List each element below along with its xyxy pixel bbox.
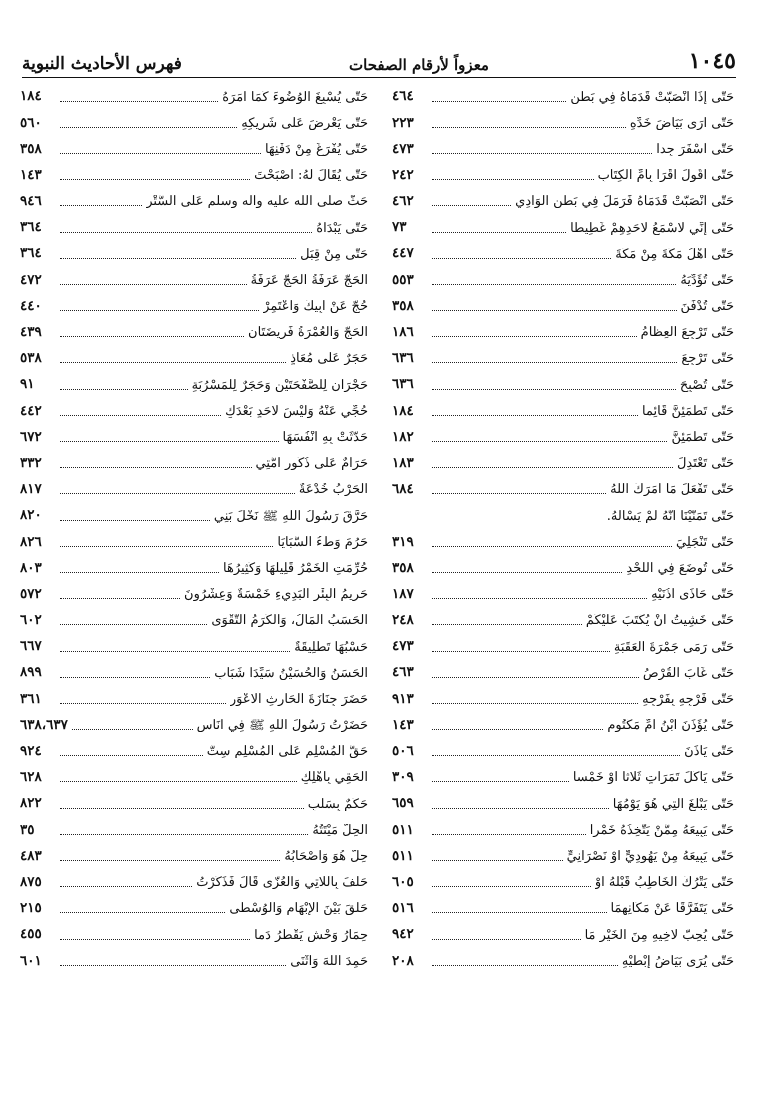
entry-text: حَتَّى يَأْكُلَ تَمَرَاتٍ ثَلاثاً أَوْ خَمْساً [572,771,734,785]
entry-text: حَتَّى تَطْمَئِنَّ قَائِماً [642,404,734,418]
entry-page-number: ٩٤٦ [20,193,42,210]
entry-page-number: ٦٣٦ [392,350,414,367]
entry-text: حَسْبُهَا تَطْلِيقَةٌ [294,640,368,654]
entry-page-number: ١٨٤ [20,88,42,105]
entry-page-number: ٤٧٣ [392,638,414,655]
index-entry [20,870,368,896]
index-entry [392,896,734,922]
dot-leader [60,912,225,913]
entry-text: حَرَّقَ رَسُولُ اللَّهِ ﷺ نَخْلَ بَنِي [213,509,368,523]
index-entry [20,163,368,189]
entry-page-number: ٩٤٢ [392,926,414,943]
dot-leader [60,834,308,835]
dot-leader [432,651,610,652]
dot-leader [60,362,286,363]
entry-text: حَتَّى يَبِيعَهُ مِنْ يَهُودِيٍّ أَوْ نَصْرَانِيٍّ [566,850,734,864]
index-entry [20,189,368,215]
entry-text: حَتَّى تُدْفَنَ [680,300,734,314]
index-entry [20,372,368,398]
entry-page-number: ٨٧٥ [20,873,42,890]
entry-page-number: ٦٠١ [20,952,42,969]
dot-leader [432,127,626,128]
dot-leader [72,729,193,730]
entry-page-number: ٩٢٤ [20,743,42,760]
entry-text: حَتَّى تَطْمَئِنَّ [671,431,734,445]
left-column [20,84,368,974]
entry-page-number: ٤٦٢ [392,193,414,210]
entry-text: حَتَّى يَتَفَرَّقَا عَنْ مَكَانِهِمَا [610,902,734,916]
entry-text: حَضَرْتُ رَسُولَ اللَّهِ ﷺ فِي أُنَاسٍ [196,719,368,733]
dot-leader [432,389,676,390]
entry-page-number: ٦٠٥ [392,873,414,890]
dot-leader [432,467,673,468]
index-entry [20,660,368,686]
entry-text: حَتَّى يُقَالَ لَهُ: أَصْبَحْتَ [254,169,368,183]
entry-text: حَتَّى أَهْلُ مَكَّةَ مِنْ مَكَّةَ [615,247,734,261]
index-entry [20,608,368,634]
entry-text: حَدَّثَتْ بِهِ أَنْفُسَهَا [282,431,368,445]
entry-text: حَتَّى مِنْ قِبَلِ [300,247,368,261]
index-entry [392,346,734,372]
dot-leader [432,886,591,887]
entry-page-number: ٥٠٦ [392,743,414,760]
entry-page-number: ٩١٣ [392,690,414,707]
dot-leader [432,179,594,180]
page-header [22,46,736,74]
dot-leader [432,310,677,311]
index-entry [20,896,368,922]
entry-page-number: ١٨٢ [392,428,414,445]
dot-leader [432,284,676,285]
dot-leader [432,598,647,599]
index-entry [392,110,734,136]
dot-leader [60,441,279,442]
index-entry [392,163,734,189]
dot-leader [60,467,252,468]
entry-text: الْحَقِي بِأَهْلِكِ [300,771,368,785]
index-entry [20,765,368,791]
entry-text: حُجَّ عَنْ أَبِيكَ وَاعْتَمِرْ [263,300,368,314]
entry-text: حَتَّى أَسْفَرَ جِداً [656,142,734,156]
dot-leader [60,310,259,311]
dot-leader [432,546,672,547]
index-entry [20,791,368,817]
index-entry [392,791,734,817]
entry-text: الْحَسَبُ الْمَالُ، وَالْكَرَمُ التَّقْوَى [211,614,368,628]
dot-leader [60,677,210,678]
index-entry [392,84,734,110]
entry-text: حَتَّى تُؤَدِّيَهُ [680,273,734,287]
entry-text: حَقُّ الْمُسْلِمِ عَلَى الْمُسْلِمِ سِتٌّ [206,745,368,759]
entry-page-number: ٨٢٦ [20,533,42,550]
dot-leader [60,546,273,547]
entry-page-number: ٦٣٨،٦٣٧ [20,716,68,733]
entry-page-number: ٦٥٩ [392,795,414,812]
index-entry [392,267,734,293]
entry-page-number: ٤٦٣ [392,664,414,681]
entry-page-number: ٢٤٨ [392,612,414,629]
dot-leader [60,389,188,390]
entry-text: حَتَّى تَرْجِعَ الْعِظَامُ [640,326,734,340]
dot-leader [432,860,563,861]
dot-leader [432,729,603,730]
entry-text: الْحَرْبُ خُدْعَةٌ [298,483,368,497]
index-entry [20,529,368,555]
entry-text: حَتَّى يُرَى بَيَاضُ إِبْطَيْهِ [621,954,734,968]
dot-leader [60,232,312,233]
entry-page-number: ٣٥ [20,821,35,838]
index-entry [392,948,734,974]
entry-text: حِمَارُ وَحْشٍ يَقْطُرُ دَماً [254,928,368,942]
entry-text: حَتَّى يَبْدَأَهُ [316,221,368,235]
entry-page-number: ٣٥٨ [392,297,414,314]
entry-text: حَتَّى يَبْلُغَ الَّتِي هُوَ يَوْمُهَا [612,797,734,811]
index-entry [20,398,368,424]
dot-leader [60,520,210,521]
entry-page-number: ٢٤٢ [392,166,414,183]
entry-page-number: ٣٦٤ [20,219,42,236]
index-entry [392,424,734,450]
entry-page-number: ٩١ [20,376,35,393]
entry-page-number: ٣٥٨ [392,559,414,576]
index-entry [20,451,368,477]
index-entry [392,843,734,869]
index-entry [392,634,734,660]
index-entry [20,817,368,843]
index-entry [20,136,368,162]
dot-leader [60,886,192,887]
dot-leader [60,598,180,599]
index-entry [20,713,368,739]
dot-leader [60,808,304,809]
entry-text: حِلٌّ هُوَ وَأَصْحَابُهُ [284,850,368,864]
index-entry [392,870,734,896]
dot-leader [432,965,618,966]
index-entry [392,713,734,739]
entry-page-number: ٦٦٧ [20,638,42,655]
right-column [392,84,734,974]
entry-text: حَلَّقَ بَيْنَ الإِبْهَامِ وَالْوُسْطَى [229,902,368,916]
entry-page-number: ٨٩٩ [20,664,42,681]
entry-text: حَتَّى انْصَبَّتْ قَدَمَاهُ فَرَمَلَ فِي بَطْنِ الْوَادِي [515,195,734,209]
dot-leader [432,362,677,363]
index-entry [20,477,368,503]
entry-page-number: ٢٠٨ [392,952,414,969]
entry-text: حَضَرَ جِنَازَةَ الْحَارِثِ الأَعْوَرِ [229,692,368,706]
entry-text: حَتَّى رَمَى جَمْرَةَ الْعَقَبَةِ [613,640,734,654]
entry-text: حَمِدَ اللَّهَ وَأَثْنَى [290,954,368,968]
entry-text: حَتَّى يُسْبِغَ الْوُضُوءَ كَمَا أَمَرَهُ [222,90,368,104]
entry-page-number: ٥٥٣ [392,271,414,288]
entry-page-number: ٥٦٠ [20,114,42,131]
dot-leader [432,336,637,337]
entry-text: حَتَّى يُفْرَغَ مِنْ دَفْنِهَا [264,142,368,156]
entry-page-number: ٨٠٣ [20,559,42,576]
entry-text: الْحِلُّ مَيْتَتُهُ [312,823,368,837]
entry-text: حَرَامٌ عَلَى ذُكُورِ أُمَّتِي [255,457,368,471]
entry-page-number: ٢٢٣ [392,114,414,131]
entry-page-number: ٤٨٣ [20,847,42,864]
index-entry [392,136,734,162]
entry-text: حَتَّى فَرْجِهِ بِفَرْجِهِ [642,692,734,706]
entry-text: حَتَّى يَعْرِضَ عَلَى شَرِيكِهِ [241,116,368,130]
dot-leader [60,624,207,625]
entry-page-number: ٦٨٤ [392,481,414,498]
entry-page-number: ٨٢٢ [20,795,42,812]
entry-page-number: ٥٧٢ [20,585,42,602]
index-entry [392,686,734,712]
index-entry [20,84,368,110]
entry-page-number: ٣٦١ [20,690,42,707]
dot-leader [432,415,638,416]
entry-text: الْحَسَنُ وَالْحُسَيْنُ سَيِّدَا شَبَابِ [214,666,368,680]
index-entry [392,660,734,686]
entry-page-number: ٢١٥ [20,900,42,917]
dot-leader [432,912,607,913]
index-entry [20,634,368,660]
index-entry [20,346,368,372]
dot-leader [60,101,218,102]
index-entry [20,424,368,450]
index-entry [20,215,368,241]
header-title: فهرس الأحاديث النبوية [22,54,182,74]
entry-page-number: ٣٣٢ [20,454,42,471]
dot-leader [432,755,680,756]
entry-page-number: ٨٢٠ [20,507,42,524]
dot-leader [60,965,286,966]
entry-page-number: ٤٤٠ [20,297,42,314]
entry-page-number: ٥١٦ [392,900,414,917]
entry-page-number: ١٨٣ [392,454,414,471]
entry-text: حَتَّى أَرَى بَيَاضَ خَدِّهِ [629,116,734,130]
index-entry [20,320,368,346]
dot-leader [60,493,295,494]
index-entry [392,529,734,555]
header-rule [22,77,736,78]
entry-text: حَتَّى أَقُولَ اقْرَأْ بِأُمِّ الْكِتَابِ [597,169,734,183]
dot-leader [432,205,511,206]
index-entry [392,503,734,529]
entry-text: حُجِّي عَنْهُ وَلَيْسَ لأَحَدٍ بَعْدَكِ [225,404,368,418]
index-entry [20,739,368,765]
index-entry [20,294,368,320]
entry-text: حَتَّى حَاذَى أُذُنَيْهِ [651,588,734,602]
entry-page-number: ٦٧٢ [20,428,42,445]
dot-leader [60,755,203,756]
entry-text: حَكَمٌ بِسَلَبِ [307,797,368,811]
entry-page-number: ٣٠٩ [392,769,414,786]
entry-text: حَتَّى يَتْرُكَ الْخَاطِبُ قَبْلَهُ أَوْ [594,876,734,890]
dot-leader [432,939,581,940]
entry-page-number: ٤٥٥ [20,926,42,943]
entry-page-number: ٤٤٧ [392,245,414,262]
entry-text: حَتَّى يُؤَذِّنَ ابْنُ أُمِّ مَكْتُومٍ [607,719,734,733]
entry-text: حَتَّى تُوضَعَ فِي اللَّحْدِ [626,561,734,575]
dot-leader [60,179,250,180]
entry-page-number: ٥١١ [392,821,414,838]
index-entry [20,582,368,608]
entry-text: حَتَّى تَنْجَلِيَ [676,535,734,549]
dot-leader [432,441,667,442]
entry-text: حُرِّمَتِ الْخَمْرُ قَلِيلُهَا وَكَثِيرُهَا [223,561,368,575]
entry-page-number: ٦٠٢ [20,612,42,629]
entry-page-number: ٣١٩ [392,533,414,550]
dot-leader [60,781,297,782]
dot-leader [60,336,244,337]
index-entry [392,398,734,424]
dot-leader [60,860,280,861]
index-entry [392,451,734,477]
entry-page-number: ٦٣٦ [392,376,414,393]
entry-text: حَتَّى تُصْبِحَ [679,378,734,392]
entry-text: حَتَّى غَابَ الْقُرْصُ [642,666,734,680]
index-entry [20,110,368,136]
dot-leader [432,493,606,494]
entry-text: حَتَّى إِنِّي لأَسْمَعُ لأَحَدِهِمْ غَطِيطاً [570,221,734,235]
entry-text: حَجْرَانِ لِلصَّفْحَتَيْنِ وَحَجَرٌ لِلْمَسْرُبَةِ [191,378,368,392]
page-number: ١٠٤٥ [688,48,736,74]
entry-text: حَتَّى إذَا انْصَبَّتْ قَدَمَاهُ فِي بَطْنِ [570,90,734,104]
dot-leader [432,703,638,704]
header-subtitle: معزواً لأرقام الصفحات [349,56,489,74]
entry-text: حَلَفَ بِاللاتِي وَالْعُزَّى قَالَ فَذَكَرْتُ [196,876,368,890]
entry-page-number: ١٤٣ [20,166,42,183]
entry-page-number: ٥٣٨ [20,350,42,367]
dot-leader [60,651,290,652]
dot-leader [60,258,296,259]
entry-text: حَتَّى تَرْجِعَ [681,352,734,366]
index-entry [392,608,734,634]
dot-leader [432,624,582,625]
index-entry [20,922,368,948]
entry-page-number: ٤٣٩ [20,324,42,341]
entry-page-number: ١٨٦ [392,324,414,341]
entry-page-number: ٤٤٢ [20,402,42,419]
index-entry [392,241,734,267]
entry-page-number: ٣٥٨ [20,140,42,157]
dot-leader [432,232,566,233]
dot-leader [432,834,586,835]
entry-page-number: ٤٦٤ [392,88,414,105]
entry-text: حَتَّى تَعْتَدِلَ [676,457,734,471]
dot-leader [60,205,142,206]
entry-page-number: ٤٧٢ [20,271,42,288]
index-entry [20,948,368,974]
index-entry [20,843,368,869]
dot-leader [60,153,261,154]
dot-leader [432,101,566,102]
dot-leader [60,127,237,128]
index-entry [392,922,734,948]
entry-text: حَثَّ صلى الله عليه وآله وسلم عَلَى السَّتْرِ [146,195,368,209]
entry-text: حَتَّى يَبِيعَهُ مِمَّنْ يَتَّخِذُهُ خَمْراً [589,823,734,837]
dot-leader [432,153,652,154]
dot-leader [432,808,609,809]
entry-text: حَتَّى تَفْعَلَ مَا أَمَرَكَ اللَّهُ [610,483,734,497]
dot-leader [60,939,250,940]
dot-leader [432,781,569,782]
entry-text: حَجَرٌ عَلَى مُعَاذٍ [290,352,368,366]
entry-page-number: ٤٧٣ [392,140,414,157]
index-entry [392,555,734,581]
index-entry [392,372,734,398]
index-entry [392,765,734,791]
index-entry [392,477,734,503]
entry-page-number: ١٨٧ [392,585,414,602]
dot-leader [60,572,219,573]
dot-leader [432,258,611,259]
index-entry [392,739,734,765]
entry-page-number: ٨١٧ [20,481,42,498]
index-entry [20,686,368,712]
entry-page-number: ١٨٤ [392,402,414,419]
entry-text: الْحَجُّ عَرَفَةُ الْحَجُّ عَرَفَةُ [250,273,368,287]
entry-page-number: ٧٣ [392,219,407,236]
dot-leader [432,572,622,573]
entry-page-number: ٣٦٤ [20,245,42,262]
index-entry [392,320,734,346]
entry-text: حَتَّى يَأْذَنَ [684,745,734,759]
index-entry [392,582,734,608]
entry-page-number: ٥١١ [392,847,414,864]
dot-leader [60,284,247,285]
entry-text: حَرِيمُ الْبِئْرِ الْبَدِيءِ خَمْسَةٌ وَعِشْرُونَ [184,588,368,602]
dot-leader [432,677,639,678]
entry-text: الْحَجُّ وَالْعُمْرَةُ فَرِيضَتَانِ [248,326,368,340]
entry-text: حَتَّى خَشِيتُ أَنْ يُكْتَبَ عَلَيْكُمْ [585,614,734,628]
index-entry [20,503,368,529]
index-entry [20,241,368,267]
index-entry [392,215,734,241]
index-entry [392,817,734,843]
dot-leader [60,415,221,416]
dot-leader [60,703,226,704]
entry-page-number: ١٤٣ [392,716,414,733]
entry-page-number: ٦٢٨ [20,769,42,786]
entry-text: حَتَّى يُحِبَّ لأَخِيهِ مِنَ الْخَيْرِ مَا [584,928,734,942]
index-entry [20,267,368,293]
entry-text: حَتَّى تَمَنَّيْنَا أَنَّهُ لَمْ يَسْأَلْهُ. [606,509,734,523]
entry-text: حَرُمَ وَطْءُ السَّبَايَا [277,535,368,549]
index-entry [392,189,734,215]
index-entry [20,555,368,581]
index-entry [392,294,734,320]
